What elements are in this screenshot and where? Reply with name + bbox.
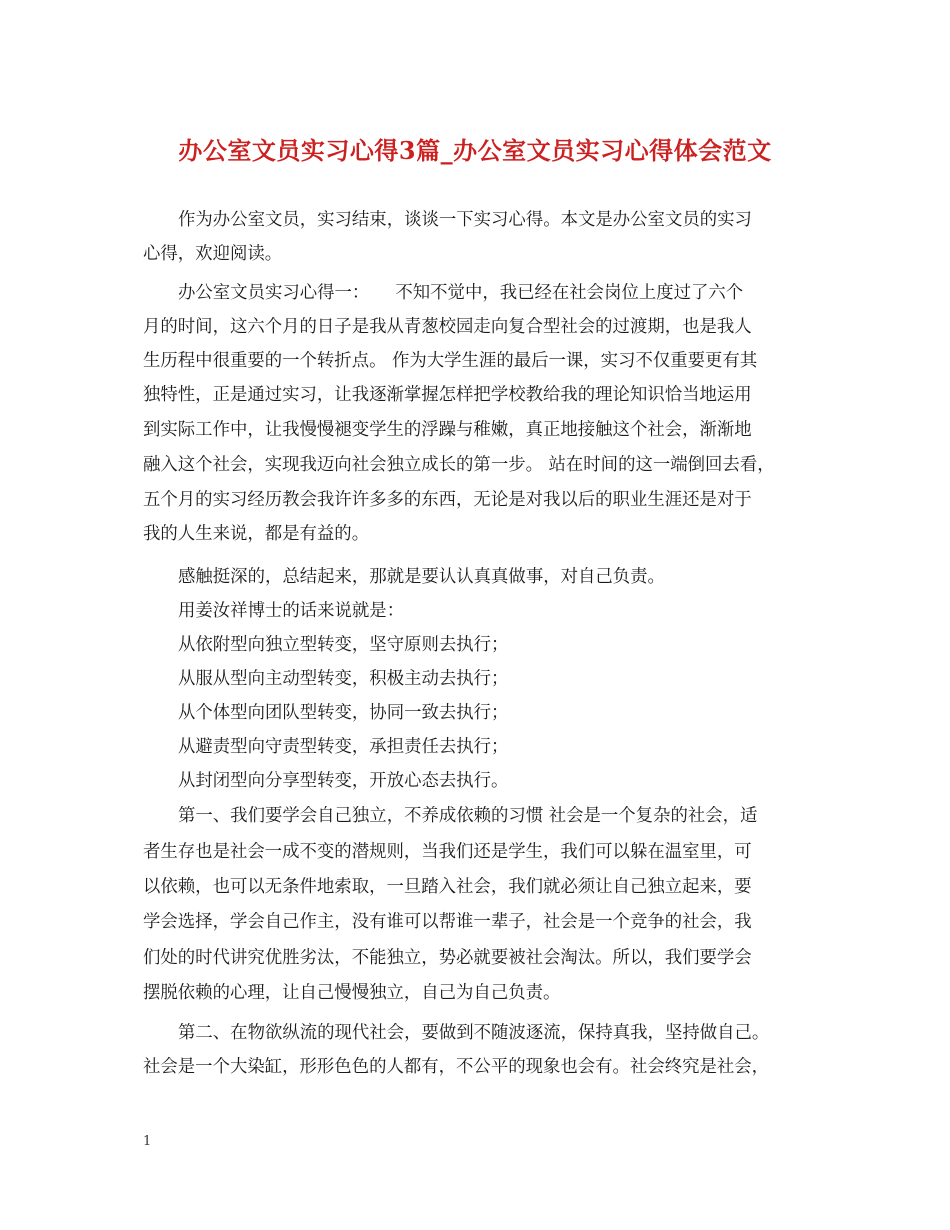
paragraph-line: 五个月的实习经历教会我许许多多的东西，无论是对我以后的职业生涯还是对于 — [143, 490, 752, 510]
paragraph-line: 生历程中很重要的一个转折点。 作为大学生涯的最后一课，实习不仅重要更有其 — [143, 351, 758, 371]
paragraph-line: 融入这个社会，实现我迈向社会独立成长的第一步。 站在时间的这一端倒回去看， — [143, 455, 775, 475]
paragraph-line: 从封闭型向分享型转变，开放心态去执行。 — [178, 771, 509, 791]
paragraph-line: 从服从型向主动型转变，积极主动去执行； — [178, 669, 509, 689]
paragraph-line: 用姜汝祥博士的话来说就是： — [178, 601, 405, 621]
paragraph-line: 们处的时代讲究优胜劣汰，不能独立，势必就要被社会淘汰。所以，我们要学会 — [143, 948, 752, 968]
paragraph-line: 从避责型向守责型转变，承担责任去执行； — [178, 737, 509, 757]
paragraph-line: 心得，欢迎阅读。 — [143, 244, 283, 264]
paragraph-line: 作为办公室文员，实习结束，谈谈一下实习心得。本文是办公室文员的实习 — [178, 210, 752, 230]
paragraph-line: 第二、在物欲纵流的现代社会，要做到不随波逐流，保持真我，坚持做自己。 — [178, 1023, 770, 1043]
paragraph-line: 办公室文员实习心得一： 不知不觉中，我已经在社会岗位上度过了六个 — [178, 283, 744, 303]
paragraph-line: 我的人生来说，都是有益的。 — [143, 524, 370, 544]
paragraph-line: 月的时间，这六个月的日子是我从青葱校园走向复合型社会的过渡期，也是我人 — [143, 317, 752, 337]
page-number: 1 — [143, 1134, 152, 1149]
paragraph-line: 社会是一个大染缸，形形色色的人都有，不公平的现象也会有。社会终究是社会， — [143, 1057, 770, 1077]
paragraph-line: 第一、我们要学会自己独立，不养成依赖的习惯 社会是一个复杂的社会，适 — [178, 806, 758, 826]
paragraph-line: 从依附型向独立型转变，坚守原则去执行； — [178, 635, 509, 655]
document-title: 办公室文员实习心得3篇_办公室文员实习心得体会范文 — [178, 136, 772, 165]
paragraph-line: 者生存也是社会一成不变的潜规则，当我们还是学生，我们可以躲在温室里，可 — [143, 842, 752, 862]
paragraph-line: 以依赖，也可以无条件地索取，一旦踏入社会，我们就必须让自己独立起来，要 — [143, 877, 752, 897]
paragraph-line: 从个体型向团队型转变，协同一致去执行； — [178, 703, 509, 723]
paragraph-line: 独特性，正是通过实习，让我逐渐掌握怎样把学校教给我的理论知识恰当地运用 — [143, 385, 752, 405]
paragraph-line: 感触挺深的，总结起来，那就是要认认真真做事，对自己负责。 — [178, 567, 665, 587]
paragraph-line: 到实际工作中，让我慢慢褪变学生的浮躁与稚嫩，真正地接触这个社会，渐渐地 — [143, 420, 752, 440]
paragraph-line: 学会选择，学会自己作主，没有谁可以帮谁一辈子，社会是一个竞争的社会，我 — [143, 912, 752, 932]
paragraph-line: 摆脱依赖的心理，让自己慢慢独立，自己为自己负责。 — [143, 983, 561, 1003]
